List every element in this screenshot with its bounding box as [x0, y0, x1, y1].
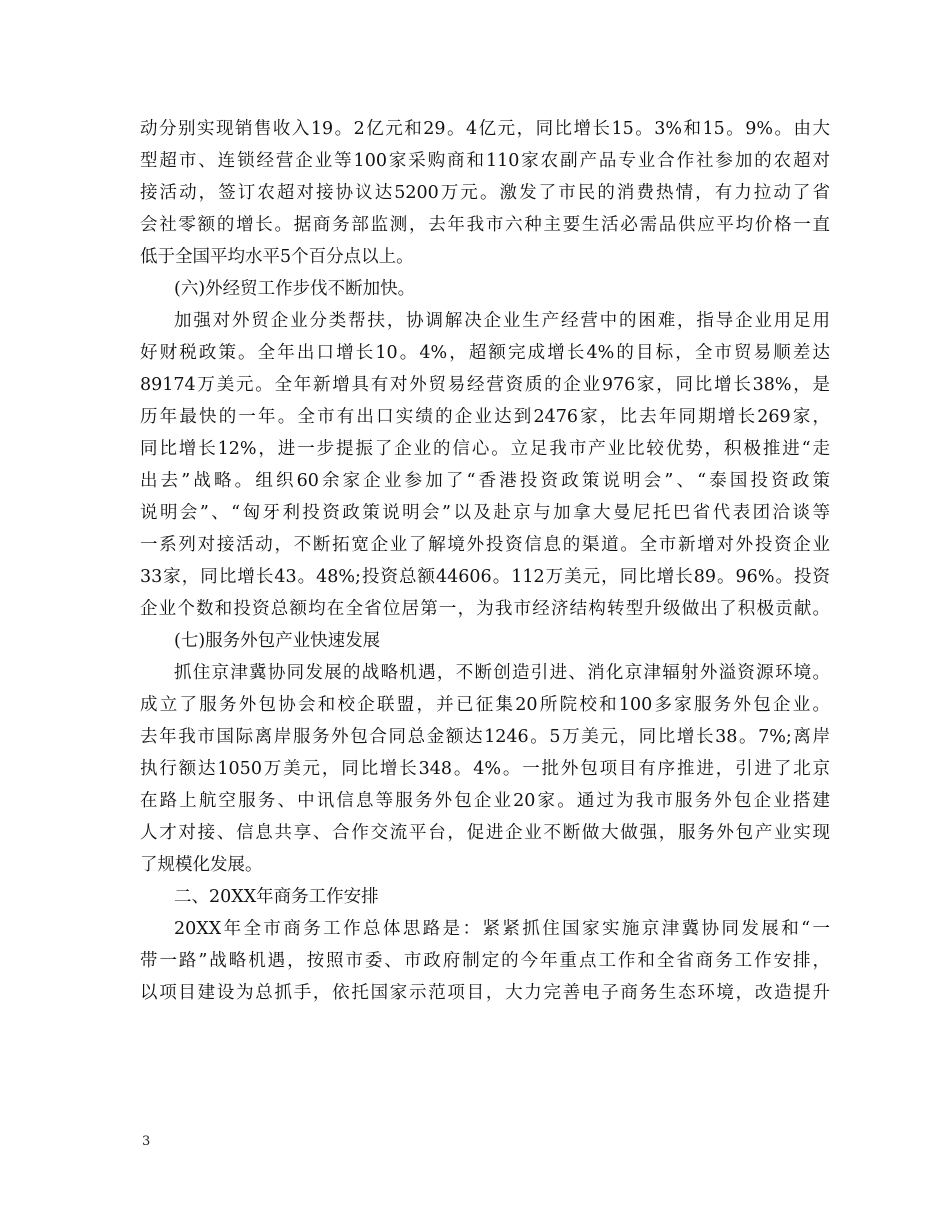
paragraph-first-line: 抓住京津冀协同发展的战略机遇，不断创造引进、消化京津辐射外溢资源环境。 — [174, 663, 830, 683]
text-line: 在路上航空服务、中讯信息等服务外包企业20家。通过为我市服务外包企业搭建 — [140, 791, 830, 811]
paragraph-first-line: 20XX年全市商务工作总体思路是：紧紧抓住国家实施京津冀协同发展和“一 — [174, 919, 830, 939]
text-line: 33家，同比增长43。48%;投资总额44606。112万美元，同比增长89。96%。投资 — [140, 567, 830, 587]
text-line: 历年最快的一年。全市有出口实绩的企业达到2476家，比去年同期增长269家， — [140, 407, 830, 427]
text-line: 动分别实现销售收入19。2亿元和29。4亿元，同比增长15。3%和15。9%。由大 — [140, 119, 830, 139]
text-line: 型超市、连锁经营企业等100家采购商和110家农副产品专业合作社参加的农超对 — [140, 151, 830, 171]
text-line: 同比增长12%，进一步提振了企业的信心。立足我市产业比较优势，积极推进“走 — [140, 439, 830, 459]
text-line: 出去”战略。组织60余家企业参加了“香港投资政策说明会”、“泰国投资政策 — [140, 471, 830, 491]
text-line: 人才对接、信息共享、合作交流平台，促进企业不断做大做强，服务外包产业实现 — [140, 823, 830, 843]
text-line: 去年我市国际离岸服务外包合同总金额达1246。5万美元，同比增长38。7%;离岸 — [140, 727, 830, 747]
text-line: 以项目建设为总抓手，依托国家示范项目，大力完善电子商务生态环境，改造提升 — [140, 983, 830, 1003]
text-line: 带一路”战略机遇，按照市委、市政府制定的今年重点工作和全省商务工作安排， — [140, 951, 830, 971]
paragraph-first-line: 二、20XX年商务工作安排 — [174, 887, 379, 907]
text-line: 89174万美元。全年新增具有对外贸易经营资质的企业976家，同比增长38%，是 — [140, 375, 830, 395]
text-line: 低于全国平均水平5个百分点以上。 — [140, 247, 414, 267]
text-line: 了规模化发展。 — [140, 855, 263, 875]
paragraph-first-line: (六)外经贸工作步伐不断加快。 — [174, 279, 416, 299]
text-line: 说明会”、“匈牙利投资政策说明会”以及赴京与加拿大曼尼托巴省代表团洽谈等 — [140, 503, 830, 523]
text-line: 会社零额的增长。据商务部监测，去年我市六种主要生活必需品供应平均价格一直 — [140, 215, 830, 235]
page-number: 3 — [142, 1134, 151, 1149]
text-line: 企业个数和投资总额均在全省位居第一，为我市经济结构转型升级做出了积极贡献。 — [140, 599, 830, 619]
text-line: 一系列对接活动，不断拓宽企业了解境外投资信息的渠道。全市新增对外投资企业 — [140, 535, 830, 555]
text-line: 成立了服务外包协会和校企联盟，并已征集20所院校和100多家服务外包企业。 — [140, 695, 830, 715]
paragraph-first-line: (七)服务外包产业快速发展 — [174, 631, 381, 651]
document-body — [140, 113, 830, 1009]
text-line: 执行额达1050万美元，同比增长348。4%。一批外包项目有序推进，引进了北京 — [140, 759, 830, 779]
paragraph-first-line: 加强对外贸企业分类帮扶，协调解决企业生产经营中的困难，指导企业用足用 — [174, 311, 830, 331]
text-line: 好财税政策。全年出口增长10。4%，超额完成增长4%的目标，全市贸易顺差达 — [140, 343, 830, 363]
text-line: 接活动，签订农超对接协议达5200万元。激发了市民的消费热情，有力拉动了省 — [140, 183, 830, 203]
